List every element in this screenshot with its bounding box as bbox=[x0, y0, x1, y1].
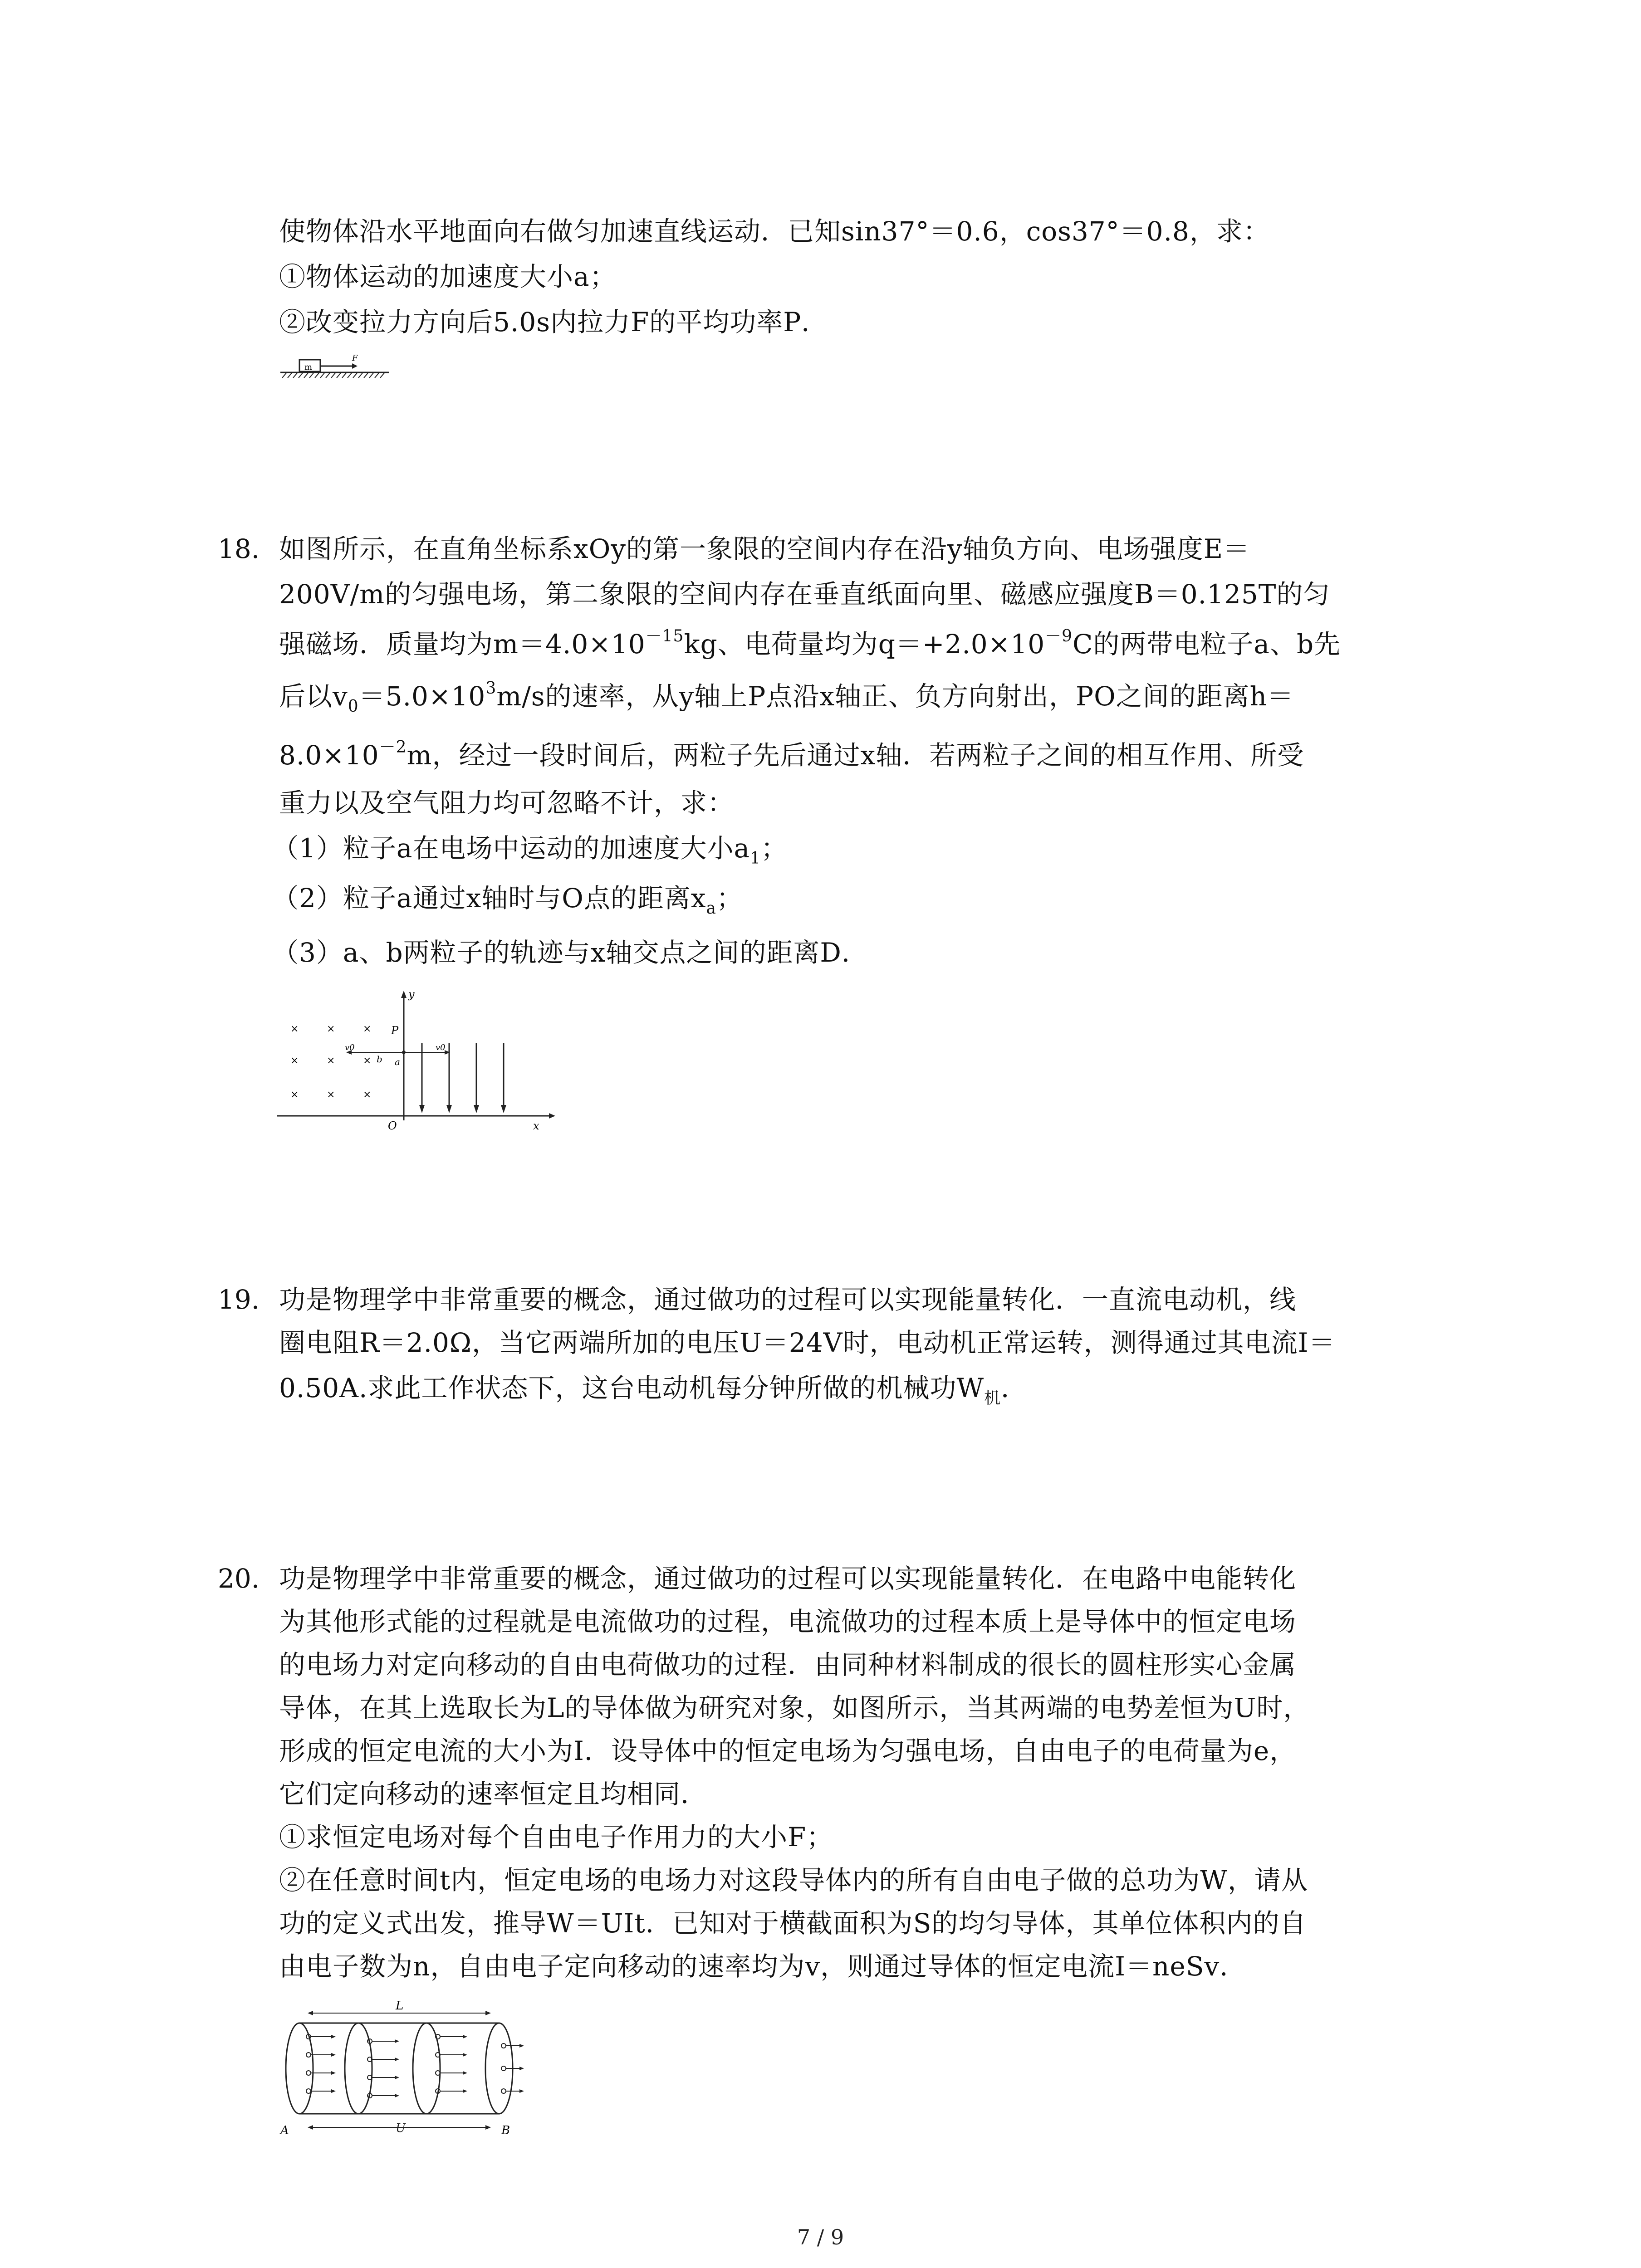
q17-block-figure bbox=[276, 352, 398, 388]
q20-line-6: 它们定向移动的速率恒定且均相同． bbox=[279, 1779, 708, 1809]
q17-sub-1: ①物体运动的加速度大小a； bbox=[279, 261, 617, 292]
q18-b-label: b bbox=[377, 1054, 382, 1065]
q18-sub-2: （2）粒子a通过x轴时与O点的距离$x_a$； bbox=[272, 883, 743, 918]
q20-L-label: L bbox=[396, 1999, 404, 2013]
q18-magnetic-field bbox=[290, 1023, 371, 1100]
q20-line-5: 形成的恒定电流的大小为I．设导体中的恒定电场为匀强电场，自由电子的电荷量为e， bbox=[279, 1735, 1297, 1766]
q20-sub-2: ②在任意时间t内，恒定电场的电场力对这段导体内的所有自由电子做的总功为W，请从 bbox=[279, 1865, 1308, 1896]
q18-v0-left-label: v0 bbox=[345, 1043, 355, 1052]
svg-text:×: × bbox=[327, 1055, 335, 1066]
svg-text:×: × bbox=[290, 1055, 299, 1066]
q18-line-4: 后以$v_0=5.0\times 10^3m/s$的速率，从y轴上P点沿x轴正、负方向射出，PO之间的距离h＝ bbox=[279, 679, 1294, 716]
q19-line-3: 0.50A.求此工作状态下，这台电动机每分钟所做的机械功$W_机$． bbox=[279, 1373, 1028, 1408]
q20-U-label: U bbox=[396, 2121, 406, 2135]
q19-line-1: 功是物理学中非常重要的概念，通过做功的过程可以实现能量转化．一直流电动机，线 bbox=[279, 1284, 1297, 1315]
q20-line-10: 由电子数为n，自由电子定向移动的速率均为v，则通过导体的恒定电流I＝neSv． bbox=[279, 1951, 1247, 1982]
q20-number: 20. bbox=[218, 1563, 260, 1594]
q20-A-label: A bbox=[280, 2124, 289, 2137]
q18-field-figure bbox=[272, 984, 563, 1139]
q19-line-2: 圈电阻R＝2.0Ω，当它两端所加的电压U＝24V时，电动机正常运转，测得通过其电流I＝ bbox=[279, 1327, 1336, 1358]
q18-number: 18. bbox=[218, 533, 260, 564]
q18-line-5: $8.0\times 10^{-2}m$，经过一段时间后，两粒子先后通过x轴．若两粒子之间的相互作用、所受 bbox=[279, 738, 1304, 771]
q18-sub-1: （1）粒子a在电场中运动的加速度大小$a_1$； bbox=[272, 833, 788, 868]
page-number: 7 / 9 bbox=[797, 2225, 844, 2249]
q20-conductor-figure bbox=[272, 1996, 526, 2150]
q20-line-2: 为其他形式能的过程就是电流做功的过程，电流做功的过程本质上是导体中的恒定电场 bbox=[279, 1606, 1297, 1637]
q18-line-1: 如图所示，在直角坐标系xOy的第一象限的空间内存在沿y轴负方向、电场强度E＝ bbox=[279, 533, 1250, 564]
q18-line-3: 强磁场．质量均为$m=4.0\times 10^{-15}kg$、电荷量均为$q=+2.0\times 10^{-9}C$的两带电粒子a、b先 bbox=[279, 627, 1341, 660]
q18-line-6: 重力以及空气阻力均可忽略不计，求： bbox=[279, 787, 735, 818]
q18-v0-right-label: v0 bbox=[436, 1043, 446, 1052]
q18-line-2: 200V/m的匀强电场，第二象限的空间内存在垂直纸面向里、磁感应强度B＝0.125T的匀 bbox=[279, 579, 1330, 610]
q17-force-label: F bbox=[352, 353, 358, 363]
q20-line-9: 功的定义式出发，推导W＝UIt．已知对于横截面积为S的均匀导体，其单位体积内的自 bbox=[279, 1908, 1307, 1939]
q18-x-label: x bbox=[533, 1119, 539, 1132]
q18-a-label: a bbox=[395, 1056, 400, 1067]
svg-text:×: × bbox=[363, 1023, 372, 1035]
q20-sub-1: ①求恒定电场对每个自由电子作用力的大小F； bbox=[279, 1822, 833, 1853]
q17-sub-2: ②改变拉力方向后5.0s内拉力F的平均功率P． bbox=[279, 307, 828, 337]
svg-text:×: × bbox=[290, 1023, 299, 1035]
q17-line-1: 使物体沿水平地面向右做匀加速直线运动．已知sin37°＝0.6，cos37°＝0.8，求： bbox=[279, 216, 1270, 247]
svg-text:×: × bbox=[290, 1089, 299, 1100]
svg-text:×: × bbox=[363, 1089, 372, 1100]
q18-point-p-label: P bbox=[391, 1024, 399, 1037]
q18-sub-3: （3）a、b两粒子的轨迹与x轴交点之间的距离D． bbox=[272, 937, 868, 968]
q18-y-label: y bbox=[408, 988, 415, 1001]
q18-origin-label: O bbox=[388, 1119, 397, 1132]
q20-B-label: B bbox=[501, 2124, 510, 2137]
q20-line-3: 的电场力对定向移动的自由电荷做功的过程．由同种材料制成的很长的圆柱形实心金属 bbox=[279, 1649, 1297, 1680]
q20-line-4: 导体，在其上选取长为L的导体做为研究对象，如图所示，当其两端的电势差恒为U时， bbox=[279, 1692, 1310, 1723]
svg-text:×: × bbox=[363, 1055, 372, 1066]
q20-line-1: 功是物理学中非常重要的概念，通过做功的过程可以实现能量转化．在电路中电能转化 bbox=[279, 1563, 1297, 1594]
svg-text:×: × bbox=[327, 1089, 335, 1100]
q19-number: 19. bbox=[218, 1284, 260, 1315]
q17-block-label: m bbox=[304, 362, 313, 372]
svg-text:×: × bbox=[327, 1023, 335, 1035]
